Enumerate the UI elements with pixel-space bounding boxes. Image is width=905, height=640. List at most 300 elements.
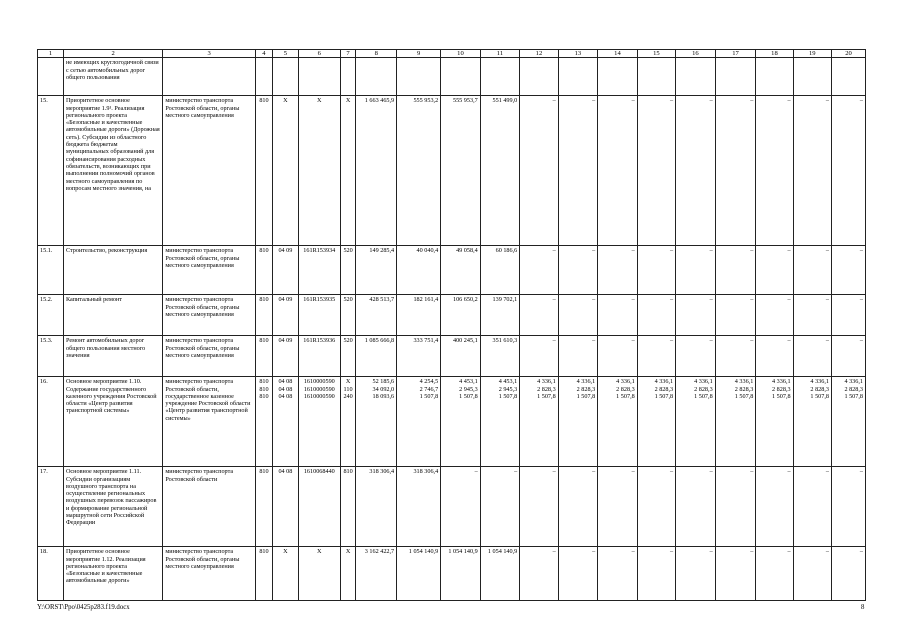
col-header: 16 [676, 50, 716, 58]
value-cell [255, 58, 272, 96]
value-line: – [631, 468, 635, 476]
value-line: – [859, 247, 863, 255]
value-cell [637, 467, 675, 547]
col-header: 1 [38, 50, 64, 58]
value-line: – [825, 247, 829, 255]
value-line: 04 08 [278, 468, 293, 476]
value-line: 1 507,8 [694, 392, 713, 400]
value-cell [480, 295, 520, 336]
value-cell [558, 377, 598, 467]
value-cell [255, 377, 272, 467]
value-cell [272, 295, 298, 336]
value-line: 161R153935 [303, 296, 336, 304]
value-cell [756, 377, 793, 467]
measure-name: Ремонт автомобильных дорог общего пользования местного значения [63, 336, 162, 377]
value-cell [272, 96, 298, 246]
value-cell [637, 96, 675, 246]
value-cell [480, 96, 520, 246]
value-cell [520, 377, 558, 467]
value-line: – [670, 468, 674, 476]
value-cell [298, 336, 340, 377]
value-cell [441, 96, 481, 246]
value-cell [272, 58, 298, 96]
value-line: – [825, 337, 829, 345]
value-cell [637, 58, 675, 96]
value-line: – [592, 548, 596, 556]
value-line: 810 [259, 97, 269, 105]
value-cell [397, 246, 441, 295]
value-cell [480, 547, 520, 601]
value-cell [558, 246, 598, 295]
value-cell [676, 336, 716, 377]
executor [163, 58, 256, 96]
value-cell [298, 467, 340, 547]
value-cell [831, 295, 865, 336]
value-line: – [859, 97, 863, 105]
value-line: – [631, 247, 635, 255]
value-line: 40 040,4 [416, 247, 439, 255]
value-cell [793, 58, 831, 96]
value-line: – [825, 97, 829, 105]
row-number: 18. [38, 547, 64, 601]
value-cell [831, 246, 865, 295]
value-line: – [670, 548, 674, 556]
value-cell [676, 246, 716, 295]
col-header: 17 [715, 50, 756, 58]
value-line: 1 507,8 [576, 392, 596, 400]
value-line: – [552, 548, 556, 556]
value-line: 1 054 140,9 [487, 548, 518, 556]
value-line: 1 663 465,9 [364, 97, 395, 105]
col-header: 13 [558, 50, 598, 58]
value-cell [756, 336, 793, 377]
value-line: 2 945,3 [459, 385, 478, 393]
value-cell [831, 377, 865, 467]
value-cell [520, 336, 558, 377]
value-cell [558, 96, 598, 246]
value-cell [397, 336, 441, 377]
value-cell [397, 377, 441, 467]
value-cell [756, 58, 793, 96]
value-cell [441, 547, 481, 601]
value-cell [831, 336, 865, 377]
value-line: 1 054 140,9 [448, 548, 478, 556]
value-cell [340, 295, 356, 336]
value-cell [340, 377, 356, 467]
value-line: X [317, 548, 322, 556]
value-line: – [592, 247, 596, 255]
value-cell [340, 246, 356, 295]
value-cell [598, 295, 638, 336]
value-cell [441, 336, 481, 377]
value-cell [340, 96, 356, 246]
value-line: – [859, 337, 863, 345]
value-cell [340, 467, 356, 547]
value-line: 49 058,4 [456, 247, 478, 255]
value-cell [715, 246, 756, 295]
value-cell [676, 96, 716, 246]
value-line: – [859, 296, 863, 304]
value-cell [480, 58, 520, 96]
value-line: 2 828,3 [694, 385, 713, 393]
value-cell [598, 58, 638, 96]
col-header: 18 [756, 50, 793, 58]
value-line: – [552, 296, 556, 304]
value-line: 2 828,3 [844, 385, 863, 393]
value-cell [756, 467, 793, 547]
value-cell [715, 547, 756, 601]
value-cell [676, 58, 716, 96]
value-line: – [670, 247, 674, 255]
value-line: 1 507,8 [419, 392, 439, 400]
value-line: 1 507,8 [772, 392, 791, 400]
value-line: 04 08 [278, 392, 293, 400]
value-cell [340, 58, 356, 96]
value-line: 318 306,4 [369, 468, 395, 476]
value-line: X [345, 97, 351, 105]
value-cell [793, 547, 831, 601]
value-cell [831, 58, 865, 96]
value-line: 520 [343, 337, 353, 345]
value-line: – [709, 247, 713, 255]
value-line: – [552, 247, 556, 255]
value-line: 2 828,3 [734, 385, 754, 393]
value-cell [356, 246, 397, 295]
value-cell [298, 547, 340, 601]
col-header: 12 [520, 50, 558, 58]
value-line: 520 [343, 247, 353, 255]
value-line: – [670, 97, 674, 105]
value-line: 106 650,2 [452, 296, 478, 304]
table-row [38, 467, 866, 547]
value-line: X [283, 97, 288, 105]
value-line: 1 085 666,8 [364, 337, 395, 345]
value-line: – [750, 468, 754, 476]
col-header: 3 [163, 50, 256, 58]
value-line: – [750, 548, 754, 556]
value-line: 810 [259, 468, 269, 476]
value-line: 4 336,1 [810, 378, 829, 386]
value-line: – [552, 337, 556, 345]
col-header: 2 [63, 50, 162, 58]
value-line: 333 751,4 [413, 337, 439, 345]
value-cell [298, 295, 340, 336]
value-line: 04 09 [278, 296, 293, 304]
value-cell [598, 467, 638, 547]
value-line: – [631, 296, 635, 304]
value-line: 2 945,3 [498, 385, 518, 393]
page-number: 8 [861, 604, 865, 611]
value-cell [298, 96, 340, 246]
value-cell [637, 377, 675, 467]
value-line: 551 499,0 [492, 97, 518, 105]
value-cell [831, 467, 865, 547]
value-line: – [825, 296, 829, 304]
value-cell [255, 547, 272, 601]
value-cell [715, 96, 756, 246]
col-header: 9 [397, 50, 441, 58]
value-line: 2 828,3 [654, 385, 674, 393]
value-line: 4 336,1 [734, 378, 754, 386]
value-cell [793, 295, 831, 336]
value-line: 2 828,3 [616, 385, 635, 393]
value-line: 2 828,3 [537, 385, 556, 393]
column-number-row [38, 50, 866, 58]
value-cell [793, 467, 831, 547]
value-line: 1 507,8 [734, 392, 754, 400]
value-line: 810 [259, 378, 269, 386]
value-line: – [825, 548, 829, 556]
value-line: 4 453,1 [459, 378, 478, 386]
value-line: 2 828,3 [772, 385, 791, 393]
executor: министерство транспорта Ростовской области [163, 467, 256, 547]
value-cell [598, 547, 638, 601]
value-cell [715, 467, 756, 547]
table-row [38, 377, 866, 467]
value-line: 810 [343, 468, 353, 476]
value-line: 34 092,0 [372, 385, 395, 393]
value-line: 1 507,8 [844, 392, 863, 400]
value-cell [676, 547, 716, 601]
value-cell [272, 336, 298, 377]
value-line: – [592, 296, 596, 304]
value-cell [298, 377, 340, 467]
value-line: 810 [259, 296, 269, 304]
value-cell [793, 336, 831, 377]
value-cell [715, 377, 756, 467]
value-line: 1 507,8 [654, 392, 674, 400]
value-cell [441, 295, 481, 336]
value-cell [598, 96, 638, 246]
measure-name: Строительство, реконструкция [63, 246, 162, 295]
value-line: – [709, 97, 713, 105]
value-line: – [592, 337, 596, 345]
value-line: X [345, 548, 351, 556]
value-line: 04 09 [278, 337, 293, 345]
executor: министерство транспорта Ростовской области, органы местного самоуправления [163, 336, 256, 377]
value-line: 810 [259, 548, 269, 556]
value-line: 1 507,8 [498, 392, 518, 400]
value-cell [637, 336, 675, 377]
value-cell [272, 547, 298, 601]
value-line: 810 [259, 385, 269, 393]
value-cell [255, 96, 272, 246]
value-line: – [631, 97, 635, 105]
value-line: 4 336,1 [844, 378, 863, 386]
value-line: 04 09 [278, 247, 293, 255]
value-line: – [592, 468, 596, 476]
table-row [38, 336, 866, 377]
value-line: 4 254,5 [419, 378, 439, 386]
value-line: 318 306,4 [413, 468, 439, 476]
value-line: 351 610,3 [492, 337, 518, 345]
value-line: – [592, 97, 596, 105]
value-line: 4 336,1 [537, 378, 556, 386]
value-cell [598, 377, 638, 467]
value-line: – [787, 97, 791, 105]
value-cell [356, 547, 397, 601]
value-cell [272, 377, 298, 467]
executor: министерство транспорта Ростовской области, органы местного самоуправления [163, 246, 256, 295]
value-cell [298, 58, 340, 96]
value-cell [441, 246, 481, 295]
value-line: – [825, 468, 829, 476]
value-line: 1 507,8 [537, 392, 556, 400]
value-cell [397, 295, 441, 336]
value-line: 520 [343, 296, 353, 304]
value-cell [255, 467, 272, 547]
value-line: – [787, 296, 791, 304]
value-cell [441, 58, 481, 96]
value-line: 1610000590 [303, 392, 335, 400]
value-line: 4 336,1 [654, 378, 674, 386]
value-line: 4 336,1 [576, 378, 596, 386]
col-header: 10 [441, 50, 481, 58]
value-line: 810 [259, 392, 269, 400]
value-cell [356, 96, 397, 246]
value-cell [793, 96, 831, 246]
value-line: 555 953,7 [452, 97, 478, 105]
value-cell [598, 336, 638, 377]
value-cell [558, 336, 598, 377]
value-cell [298, 246, 340, 295]
measure-name: не имеющих круглогодичной связи с сетью автомобильных дорог общего пользования [63, 58, 162, 96]
row-number: 16. [38, 377, 64, 467]
row-number: 15.3. [38, 336, 64, 377]
executor: министерство транспорта Ростовской области, органы местного самоуправления [163, 295, 256, 336]
value-cell [637, 295, 675, 336]
value-cell [793, 377, 831, 467]
value-line: – [552, 97, 556, 105]
value-line: – [787, 337, 791, 345]
value-line: 555 953,2 [413, 97, 439, 105]
value-line: 1610000590 [303, 378, 335, 386]
value-line: 1610068440 [303, 468, 335, 476]
value-line: – [787, 468, 791, 476]
table-row [38, 547, 866, 601]
value-line: – [709, 468, 713, 476]
value-cell [715, 58, 756, 96]
value-cell [480, 377, 520, 467]
value-cell [676, 467, 716, 547]
value-cell [397, 467, 441, 547]
value-line: 4 453,1 [498, 378, 518, 386]
value-cell [340, 336, 356, 377]
value-line: – [631, 337, 635, 345]
measure-name: Приоритетное основное мероприятие 1.12. Реализация регионального проекта «Безопасные и качественные автомобильные дороги» [63, 547, 162, 601]
value-line: – [787, 548, 791, 556]
value-line: 2 828,3 [576, 385, 596, 393]
row-number: 15. [38, 96, 64, 246]
value-line: – [709, 337, 713, 345]
value-cell [831, 96, 865, 246]
value-line: 1 507,8 [616, 392, 635, 400]
value-line: – [709, 296, 713, 304]
value-line: – [750, 337, 754, 345]
value-cell [340, 547, 356, 601]
measure-name: Приоритетное основное мероприятие 1.9¹. Реализация регионального проекта «Безопасные и качественные автомобильные дороги» (Дорожная сеть). Субсидии из областного бюджета бюджетам муниципальных образований для софинансирования расходных обязательств, возникающих при выполнении полномочий органов местного самоуправления по вопросам местного значения, на [63, 96, 162, 246]
value-line: 810 [259, 337, 269, 345]
value-cell [520, 246, 558, 295]
value-cell [558, 295, 598, 336]
value-line: – [631, 548, 635, 556]
row-number: 15.1. [38, 246, 64, 295]
value-line: 4 336,1 [694, 378, 713, 386]
value-line: 4 336,1 [616, 378, 635, 386]
value-line: 1 507,8 [459, 392, 478, 400]
value-line: 240 [343, 392, 353, 400]
value-line: 4 336,1 [772, 378, 791, 386]
value-cell [255, 336, 272, 377]
value-line: 52 185,6 [372, 378, 395, 386]
table-row [38, 295, 866, 336]
col-header: 19 [793, 50, 831, 58]
value-line: 810 [259, 247, 269, 255]
value-line: – [750, 296, 754, 304]
value-line: 3 162 422,7 [364, 548, 395, 556]
measure-name: Капитальный ремонт [63, 295, 162, 336]
value-cell [480, 246, 520, 295]
table-body [38, 50, 866, 601]
value-cell [520, 547, 558, 601]
value-cell [756, 246, 793, 295]
value-line: – [552, 468, 556, 476]
value-cell [756, 547, 793, 601]
measure-name: Основное мероприятие 1.11. Субсидии организациям воздушного транспорта на осуществление региональных воздушных перевозок пассажиров и формирование региональной маршрутной сети Российской Федерации [63, 467, 162, 547]
value-cell [756, 295, 793, 336]
value-line: 2 828,3 [810, 385, 829, 393]
value-cell [520, 96, 558, 246]
value-cell [356, 467, 397, 547]
value-cell [480, 467, 520, 547]
value-line: X [317, 97, 322, 105]
col-header: 5 [272, 50, 298, 58]
table-row [38, 58, 866, 96]
value-cell [637, 547, 675, 601]
value-line: 161R153936 [303, 337, 336, 345]
value-cell [356, 295, 397, 336]
col-header: 11 [480, 50, 520, 58]
value-line: 2 746,7 [419, 385, 439, 393]
value-line: 400 245,1 [452, 337, 478, 345]
col-header: 4 [255, 50, 272, 58]
value-cell [255, 295, 272, 336]
value-cell [831, 547, 865, 601]
executor: министерство транспорта Ростовской области, государственное казенное учреждение Ростовской области «Центр развития транспортной системы» [163, 377, 256, 467]
col-header: 14 [598, 50, 638, 58]
value-cell [441, 377, 481, 467]
table-row [38, 96, 866, 246]
value-cell [558, 547, 598, 601]
value-line: 428 513,7 [369, 296, 395, 304]
value-line: 139 702,1 [492, 296, 518, 304]
value-line: – [514, 468, 518, 476]
value-line: – [787, 247, 791, 255]
value-line: 1 507,8 [810, 392, 829, 400]
value-cell [272, 246, 298, 295]
program-table [37, 49, 866, 601]
value-cell [397, 58, 441, 96]
value-cell [558, 467, 598, 547]
value-cell [637, 246, 675, 295]
value-cell [397, 96, 441, 246]
value-line: 60 186,6 [495, 247, 518, 255]
value-line: – [709, 548, 713, 556]
value-line: – [750, 97, 754, 105]
value-cell [356, 58, 397, 96]
value-cell [756, 96, 793, 246]
value-line: 110 [343, 385, 353, 393]
